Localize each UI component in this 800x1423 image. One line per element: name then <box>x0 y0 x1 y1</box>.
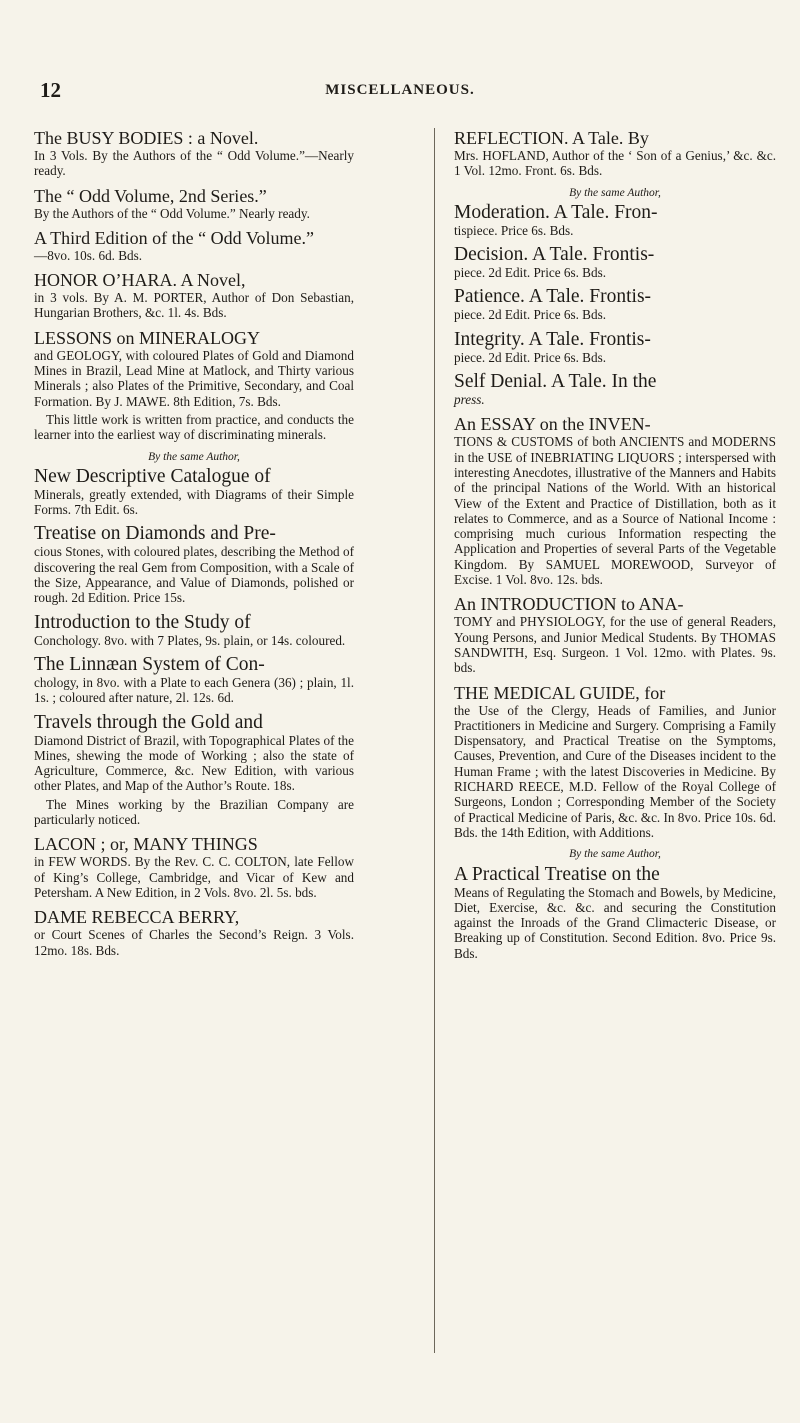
entry-mineralogy <box>34 328 354 443</box>
entry-anatomy <box>454 594 776 675</box>
left-column <box>34 128 354 965</box>
entry-integrity <box>454 330 776 365</box>
entry-title: New Descriptive Catalogue of <box>34 465 271 487</box>
entry-title: A Practical Treatise on the <box>454 863 660 885</box>
entry-travels-brazil <box>34 713 354 828</box>
entry-title: LESSONS on MINERALOGY <box>34 327 261 348</box>
entry-title: Treatise on Diamonds and Pre- <box>34 523 276 545</box>
entry-title: An INTRODUCTION to ANA- <box>454 594 684 615</box>
entry-title: The BUSY BODIES : a Novel. <box>34 128 259 148</box>
entry-text: in 3 vols. By A. M. PORTER, Author of Don Sebastian, Hungarian Brothers, &c. 1l. 4s. Bds. <box>34 290 354 321</box>
entry-text: Mrs. HOFLAND, Author of the ‘ Son of a Genius,’ &c. &c. 1 Vol. 12mo. Front. 6s. Bds. <box>454 148 776 179</box>
right-column <box>454 128 776 968</box>
page-number: 12 <box>40 78 61 102</box>
entry-text: TOMY and PHYSIOLOGY, for the use of general Readers, Young Persons, and Junior Medical Students. By THOMAS SANDWITH, Esq. Surgeon. 1 Vol. 12mo. with Plates. 9s. bds. <box>454 614 776 676</box>
entry-title: THE MEDICAL GUIDE, for <box>454 682 666 703</box>
entry-title: REFLECTION. A Tale. By <box>454 128 649 148</box>
entry-title: The Linnæan System of Con- <box>34 653 265 675</box>
entry-text: in FEW WORDS. By the Rev. C. C. COLTON, late Fellow of King’s College, Cambridge, and Vicar of Kew and Petersham. A New Edition, in 2 Vols. 8vo. 2l. 5s. bds. <box>34 854 354 900</box>
entry-title: An ESSAY on the INVEN- <box>454 414 651 435</box>
entry-odd-volume-3 <box>34 228 354 263</box>
entry-title: Moderation. A Tale. Fron- <box>454 201 658 223</box>
entry-title: HONOR O’HARA. A Novel, <box>34 270 246 291</box>
entry-title: Decision. A Tale. Frontis- <box>454 244 655 266</box>
entry-text: —8vo. 10s. 6d. Bds. <box>34 247 143 263</box>
entry-text: tispiece. Price 6s. Bds. <box>454 222 574 238</box>
entry-note: The Mines working by the Brazilian Company are particularly noticed. <box>34 796 354 828</box>
entry-essay-liquors <box>454 414 776 587</box>
entry-note: This little work is written from practice, and conducts the learner into the earliest way of discriminating minerals. <box>34 411 354 443</box>
entry-lacon <box>34 834 354 900</box>
entry-title: LACON ; or, MANY THINGS <box>34 834 258 855</box>
entry-title: The “ Odd Volume, 2nd Series.” <box>34 185 267 206</box>
entry-text: the Use of the Clergy, Heads of Families, and Junior Practitioners in Medicine and Surgery. Comprising a Family Dispensatory, and Practical Treatise on the Symptoms, Causes, Prevention, and Cure of the Diseases incident to the Human Frame ; with the latest Discoveries in Medicine. By RICHARD REECE, M.D. Fellow of the Royal College of Surgeons, London ; Corresponding Member of the Society of Practical Medicine of Paris, &c. &c. In 8vo. Price 10s. 6d. Bds. the 14th Edition, with Additions. <box>454 702 776 840</box>
entry-text: piece. 2d Edit. Price 6s. Bds. <box>454 349 606 365</box>
by-same-author: By the same Author, <box>569 186 661 199</box>
by-same-author: By the same Author, <box>569 848 661 861</box>
entry-text: In 3 Vols. By the Authors of the “ Odd Volume.”—Nearly ready. <box>34 148 354 179</box>
entry-busy-bodies <box>34 128 354 179</box>
entry-practical-treatise <box>454 865 776 961</box>
entry-text: or Court Scenes of Charles the Second’s Reign. 3 Vols. 12mo. 18s. Bds. <box>34 927 354 958</box>
running-head: MISCELLANEOUS. <box>325 82 475 98</box>
entry-title: A Third Edition of the “ Odd Volume.” <box>34 227 314 248</box>
column-divider <box>434 128 435 1353</box>
entry-catalogue <box>34 467 354 518</box>
entry-text: and GEOLOGY, with coloured Plates of Gold and Diamond Mines in Brazil, Lead Mine at Matlock, and Thirty various Minerals ; also Plates of the Primitive, Secondary, and Coal Formation. By J. MAWE. 8th Edition, 7s. Bds. <box>34 347 354 409</box>
entry-text: cious Stones, with coloured plates, describing the Method of discovering the real Gem from Composition, with a Scale of the Size, Appearance, and Value of Diamonds, polished or rough. 2d Edition. Price 15s. <box>34 544 354 606</box>
entry-linnaean <box>34 655 354 706</box>
entry-title: Introduction to the Study of <box>34 611 251 633</box>
entry-conchology <box>34 613 354 648</box>
entry-text: Diamond District of Brazil, with Topographical Plates of the Mines, shewing the mode of Working ; also the state of Agriculture, Commerce, &c. New Edition, with various other Plates, and Map of the Author’s Route. 18s. <box>34 732 354 794</box>
entry-patience <box>454 287 776 322</box>
entry-title: Travels through the Gold and <box>34 711 263 733</box>
entry-text: chology, in 8vo. with a Plate to each Genera (36) ; plain, 1l. 1s. ; coloured after nature, 2l. 12s. 6d. <box>34 674 354 706</box>
entry-decision <box>454 245 776 280</box>
by-same-author: By the same Author, <box>148 450 240 463</box>
entry-reflection <box>454 128 776 179</box>
entry-title: Self Denial. A Tale. In the <box>454 371 657 393</box>
entry-text: piece. 2d Edit. Price 6s. Bds. <box>454 307 606 323</box>
entry-text: press. <box>454 392 485 408</box>
entry-title: Patience. A Tale. Frontis- <box>454 286 652 308</box>
entry-title: Integrity. A Tale. Frontis- <box>454 328 651 350</box>
entry-odd-volume-2 <box>34 186 354 221</box>
entry-dame-rebecca <box>34 907 354 958</box>
entry-self-denial <box>454 372 776 407</box>
entry-text: Means of Regulating the Stomach and Bowels, by Medicine, Diet, Exercise, &c. &c. and securing the Constitution against the Inroads of the Grand Climacteric Disease, or Breaking up of Constitution. Second Edition. 8vo. Price 9s. Bds. <box>454 884 776 961</box>
entry-title: DAME REBECCA BERRY, <box>34 907 240 928</box>
entry-diamonds <box>34 524 354 605</box>
entry-text: Conchology. 8vo. with 7 Plates, 9s. plain, or 14s. coloured. <box>34 632 346 648</box>
entry-moderation <box>454 203 776 238</box>
entry-text: By the Authors of the “ Odd Volume.” Nearly ready. <box>34 205 310 221</box>
entry-medical-guide <box>454 683 776 841</box>
entry-text: piece. 2d Edit. Price 6s. Bds. <box>454 265 606 281</box>
entry-text: Minerals, greatly extended, with Diagrams of their Simple Forms. 7th Edit. 6s. <box>34 486 354 518</box>
entry-honor-ohara <box>34 270 354 321</box>
entry-text: TIONS & CUSTOMS of both ANCIENTS and MODERNS in the USE of INEBRIATING LIQUORS ; interspersed with interesting Anecdotes, illustrative of the Manners and Habits of the principal Nations of the World. With an historical View of the Extent and Practice of Distillation, both as it relates to Commerce, and as a Source of National Income : comprising much curious Information respecting the Application and Properties of several Parts of the Vegetable Kingdom. By SAMUEL MOREWOOD, Surveyor of Excise. 1 Vol. 8vo. 12s. bds. <box>454 434 776 588</box>
